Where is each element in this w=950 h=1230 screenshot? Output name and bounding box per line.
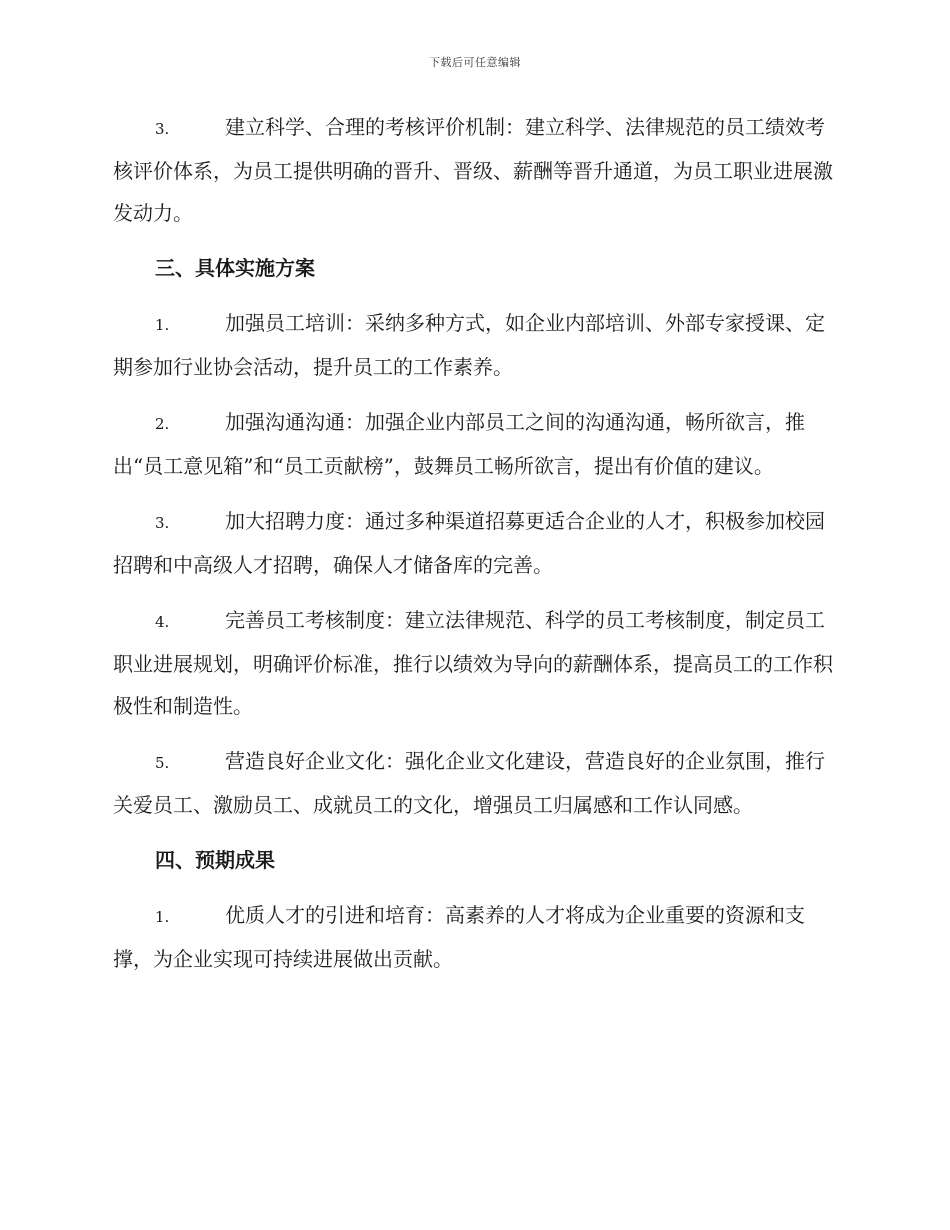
list-item-text: 优质人才的引进和培育：高素养的人才将成为企业重要的资源和支撑，为企业实现可持续进展做出贡献。: [113, 903, 805, 971]
document-body: [113, 106, 837, 993]
list-number: 1.: [155, 316, 170, 334]
list-item: [113, 302, 837, 388]
list-number: 1.: [155, 908, 170, 926]
section-heading: 四、预期成果: [155, 848, 275, 872]
list-number: 3.: [155, 120, 170, 138]
list-item-text: 完善员工考核制度：建立法律规范、科学的员工考核制度，制定员工职业进展规划，明确评价标准，推行以绩效为导向的薪酬体系，提高员工的工作积极性和制造性。: [113, 608, 833, 718]
list-item: [113, 106, 837, 234]
list-item-text: 建立科学、合理的考核评价机制：建立科学、法律规范的员工绩效考核评价体系，为员工提供明确的晋升、晋级、薪酬等晋升通道，为员工职业进展激发动力。: [113, 115, 833, 225]
list-item-text: 营造良好企业文化：强化企业文化建设，营造良好的企业氛围，推行关爱员工、激励员工、成就员工的文化，增强员工归属感和工作认同感。: [113, 749, 825, 817]
list-item: [113, 894, 837, 980]
list-item: [113, 599, 837, 727]
page-header: 下载后可任意编辑: [429, 56, 521, 69]
list-item: [113, 740, 837, 826]
list-item-text: 加大招聘力度：通过多种渠道招募更适合企业的人才，积极参加校园招聘和中高级人才招聘，确保人才储备库的完善。: [113, 509, 825, 577]
list-number: 4.: [155, 613, 170, 631]
list-number: 3.: [155, 514, 170, 532]
list-number: 2.: [155, 415, 170, 433]
list-item-text: 加强沟通沟通：加强企业内部员工之间的沟通沟通，畅所欲言，推出“员工意见箱”和“员工贡献榜”，鼓舞员工畅所欲言，提出有价值的建议。: [113, 410, 805, 478]
list-item: [113, 401, 837, 487]
list-number: 5.: [155, 754, 170, 772]
list-item-text: 加强员工培训：采纳多种方式，如企业内部培训、外部专家授课、定期参加行业协会活动，提升员工的工作素养。: [113, 311, 825, 379]
list-item: [113, 500, 837, 586]
section-heading: 三、具体实施方案: [155, 256, 315, 280]
